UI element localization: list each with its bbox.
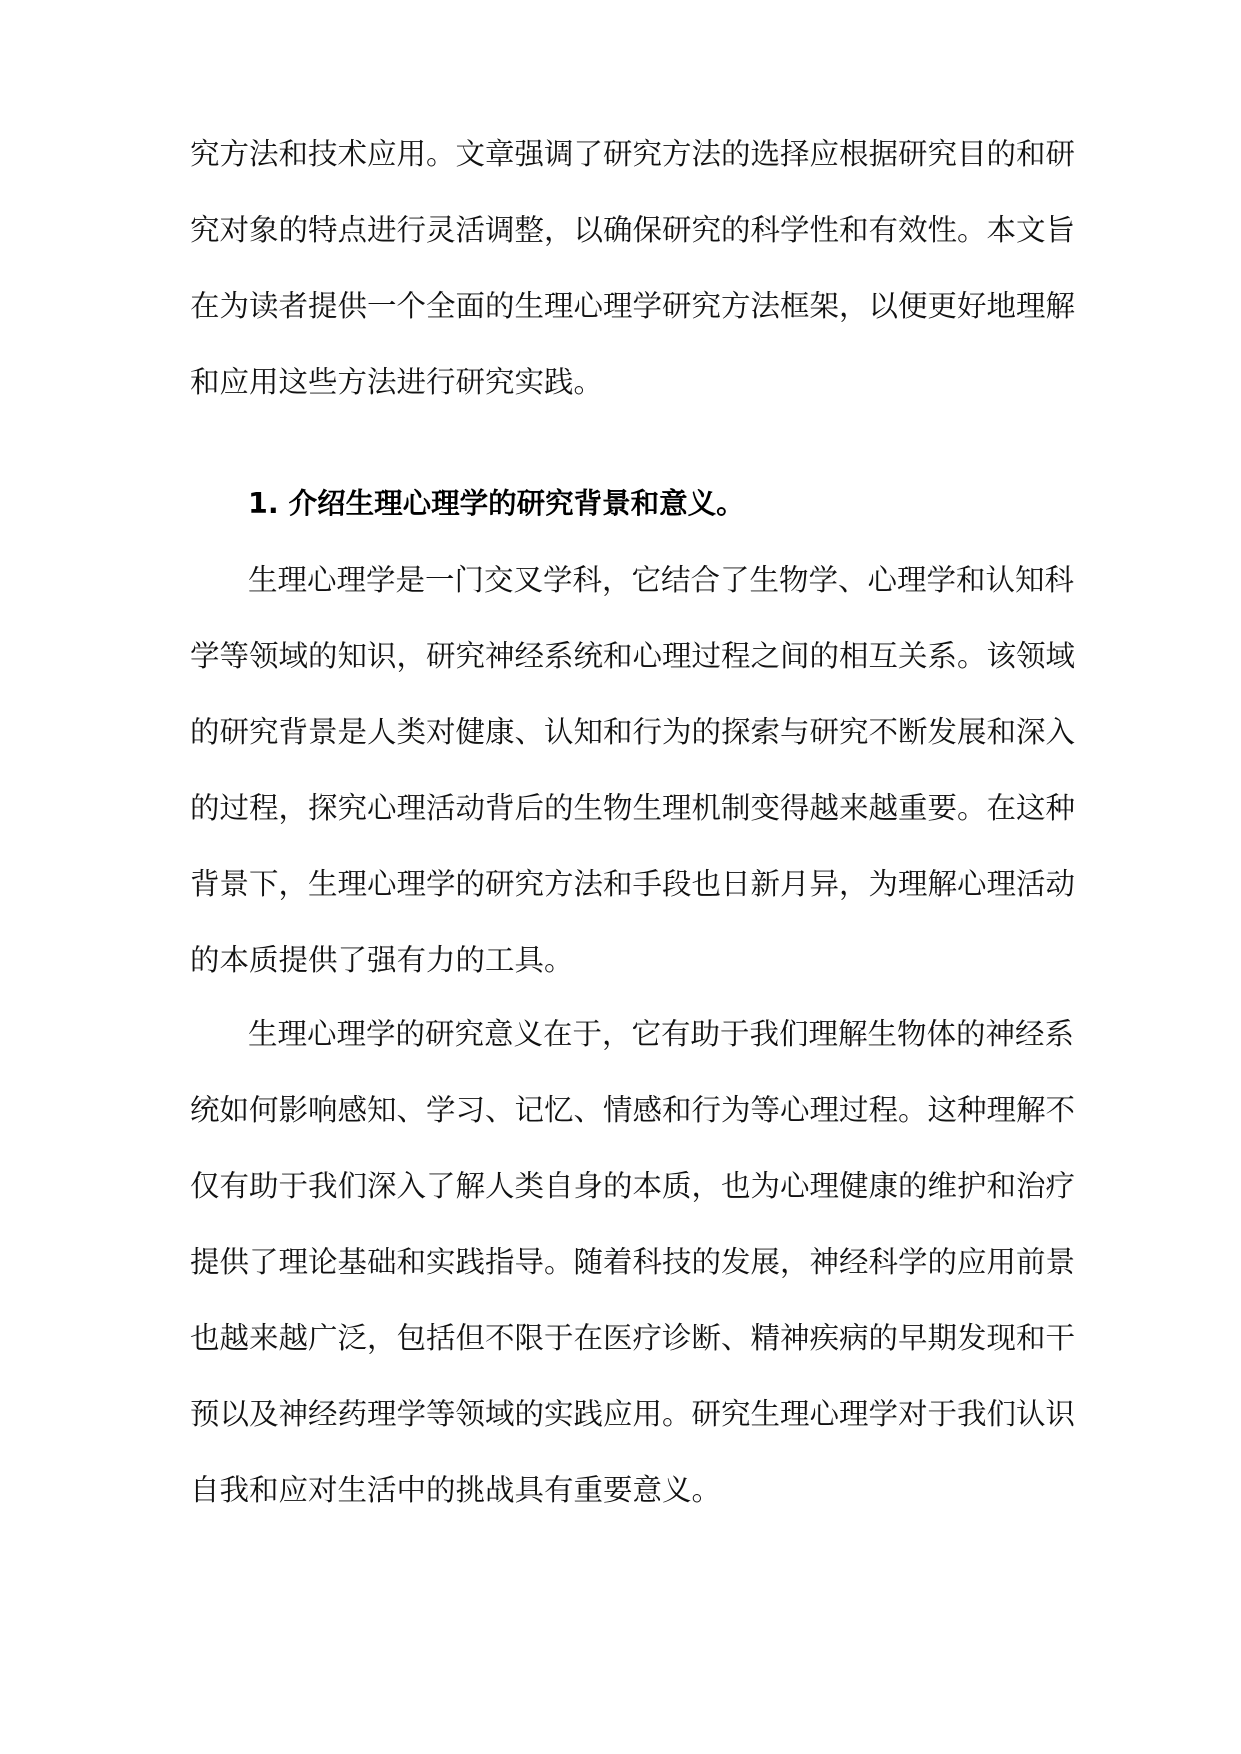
text-line: 仅有助于我们深入了解人类自身的本质，也为心理健康的维护和治疗 xyxy=(190,1169,1076,1203)
text-line: 的本质提供了强有力的工具。 xyxy=(190,943,574,977)
text-line: 生理心理学的研究意义在于，它有助于我们理解生物体的神经系 xyxy=(248,1017,1075,1051)
text-line: 的过程，探究心理活动背后的生物生理机制变得越来越重要。在这种 xyxy=(190,791,1076,825)
text-line: 和应用这些方法进行研究实践。 xyxy=(190,365,604,399)
text-line: 究对象的特点进行灵活调整，以确保研究的科学性和有效性。本文旨 xyxy=(190,213,1076,247)
text-line: 学等领域的知识，研究神经系统和心理过程之间的相互关系。该领域 xyxy=(190,639,1076,673)
text-line: 的研究背景是人类对健康、认知和行为的探索与研究不断发展和深入 xyxy=(190,715,1076,749)
text-line: 预以及神经药理学等领域的实践应用。研究生理心理学对于我们认识 xyxy=(190,1397,1076,1431)
text-line: 背景下，生理心理学的研究方法和手段也日新月异，为理解心理活动 xyxy=(190,867,1076,901)
text-line: 统如何影响感知、学习、记忆、情感和行为等心理过程。这种理解不 xyxy=(190,1093,1076,1127)
text-line: 自我和应对生活中的挑战具有重要意义。 xyxy=(190,1473,722,1507)
text-line: 究方法和技术应用。文章强调了研究方法的选择应根据研究目的和研 xyxy=(190,137,1076,171)
section-heading: 1. 介绍生理心理学的研究背景和意义。 xyxy=(248,487,745,520)
text-line: 也越来越广泛，包括但不限于在医疗诊断、精神疾病的早期发现和干 xyxy=(190,1321,1076,1355)
text-line: 在为读者提供一个全面的生理心理学研究方法框架，以便更好地理解 xyxy=(190,289,1076,323)
text-line: 生理心理学是一门交叉学科，它结合了生物学、心理学和认知科 xyxy=(248,563,1075,597)
text-line: 提供了理论基础和实践指导。随着科技的发展，神经科学的应用前景 xyxy=(190,1245,1076,1279)
